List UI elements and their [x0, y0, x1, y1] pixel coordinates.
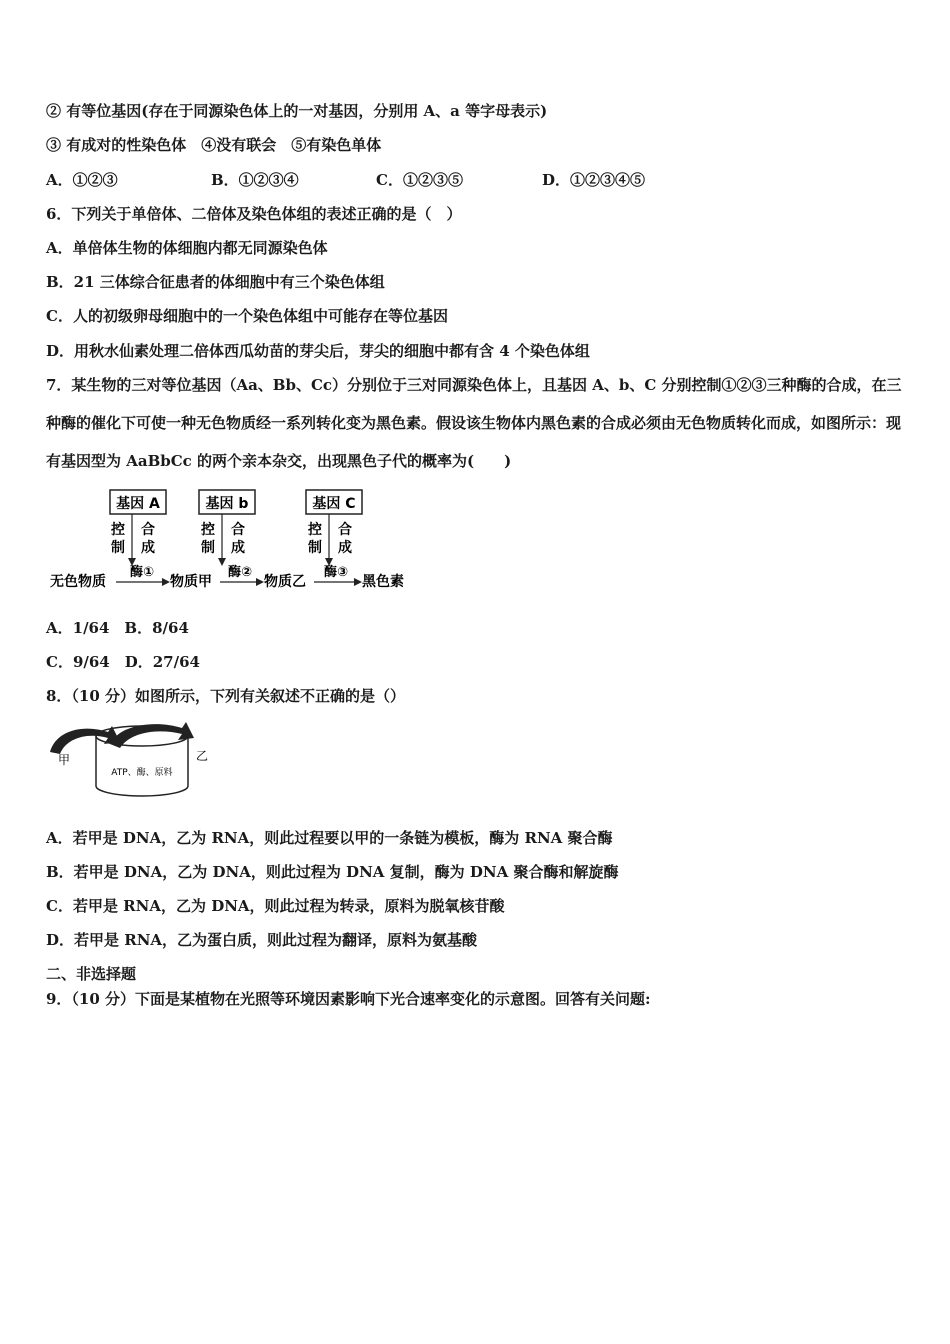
- q6-option-b: B．21 三体综合征患者的体细胞中有三个染色体组: [46, 273, 385, 291]
- q7-options-row2: C．9/64 D．27/64: [46, 653, 200, 671]
- q8-option-a: A．若甲是 DNA，乙为 RNA，则此过程要以甲的一条链为模板，酶为 RNA 聚合酶: [46, 829, 613, 847]
- container-transformation-diagram: [46, 720, 226, 802]
- q8-option-d: D．若甲是 RNA，乙为蛋白质，则此过程为翻译，原料为氨基酸: [46, 931, 478, 949]
- q6-option-a: A．单倍体生物的体细胞内都无同源染色体: [46, 239, 328, 257]
- q6-stem: 6．下列关于单倍体、二倍体及染色体组的表述正确的是（ ）: [46, 205, 462, 223]
- line-homologous-genes: ② 有等位基因(存在于同源染色体上的一对基因，分别用 A、a 等字母表示): [46, 102, 548, 120]
- substance-melanin: 黑色素: [362, 574, 404, 590]
- substance-colorless: 无色物质: [50, 574, 106, 590]
- synth-a-2: 成: [141, 540, 155, 556]
- synth-a-1: 合: [141, 522, 155, 538]
- q6-option-d: D．用秋水仙素处理二倍体西瓜幼苗的芽尖后，芽尖的细胞中都有含 4 个染色体组: [46, 342, 590, 360]
- synth-b-2: 成: [231, 540, 245, 556]
- gene-b-label: 基因 b: [205, 496, 249, 512]
- substance-jia: 物质甲: [170, 574, 212, 590]
- enzyme-1-label: 酶①: [129, 565, 155, 580]
- gene-a-label: 基因 A: [116, 496, 160, 512]
- control-b-2: 制: [201, 540, 215, 556]
- q5-option-b: B．①②③④: [211, 171, 299, 189]
- synth-c-2: 成: [338, 540, 352, 556]
- q7-stem: 7．某生物的三对等位基因（Aa、Bb、Cc）分别位于三对同源染色体上，且基因 A、b、C 分别控制①②③三种酶的合成，在三种酶的催化下可使一种无色物质经一系列转化变为黑色素。假设该生物体内黑色素的合成必须由无色物质转化而成，如图所示：现有基因型为 AaBbCc 的两个亲本杂交，出现黑色子代的概率为( ): [46, 376, 902, 470]
- q8-stem: 8．（10 分）如图所示，下列有关叙述不正确的是（）: [46, 687, 406, 705]
- q5-options: [46, 170, 746, 190]
- q8-option-c: C．若甲是 RNA，乙为 DNA，则此过程为转录，原料为脱氧核苷酸: [46, 897, 505, 915]
- q9-stem: 9．（10 分）下面是某植物在光照等环境因素影响下光合速率变化的示意图。回答有关问题:: [46, 990, 651, 1008]
- gene-c-label: 基因 C: [312, 496, 356, 512]
- q5-option-a: A．①②③: [46, 171, 118, 189]
- q8-option-b: B．若甲是 DNA，乙为 DNA，则此过程为 DNA 复制，酶为 DNA 聚合酶和解旋酶: [46, 863, 619, 881]
- q7-options-row1: A．1/64 B．8/64: [46, 619, 189, 637]
- enzyme-2-label: 酶②: [227, 565, 253, 580]
- q5-option-c: C．①②③⑤: [376, 171, 463, 189]
- control-c-1: 控: [308, 522, 322, 538]
- label-yi: 乙: [196, 749, 209, 763]
- q5-option-d: D．①②③④⑤: [542, 171, 646, 189]
- control-b-1: 控: [201, 522, 215, 538]
- synth-b-1: 合: [231, 522, 245, 538]
- container-contents: ATP、酶、原料: [111, 768, 173, 778]
- enzyme-3-label: 酶③: [323, 565, 349, 580]
- label-jia: 甲: [58, 753, 71, 767]
- enzyme-pathway-diagram: [46, 488, 426, 598]
- control-a-1: 控: [111, 522, 125, 538]
- control-c-2: 制: [308, 540, 322, 556]
- line-sex-chromosomes: ③ 有成对的性染色体 ④没有联会 ⑤有染色单体: [46, 136, 382, 154]
- section-heading: 二、非选择题: [46, 965, 137, 983]
- synth-c-1: 合: [338, 522, 352, 538]
- substance-yi: 物质乙: [264, 574, 306, 590]
- q6-option-c: C．人的初级卵母细胞中的一个染色体组中可能存在等位基因: [46, 307, 448, 325]
- control-a-2: 制: [111, 540, 125, 556]
